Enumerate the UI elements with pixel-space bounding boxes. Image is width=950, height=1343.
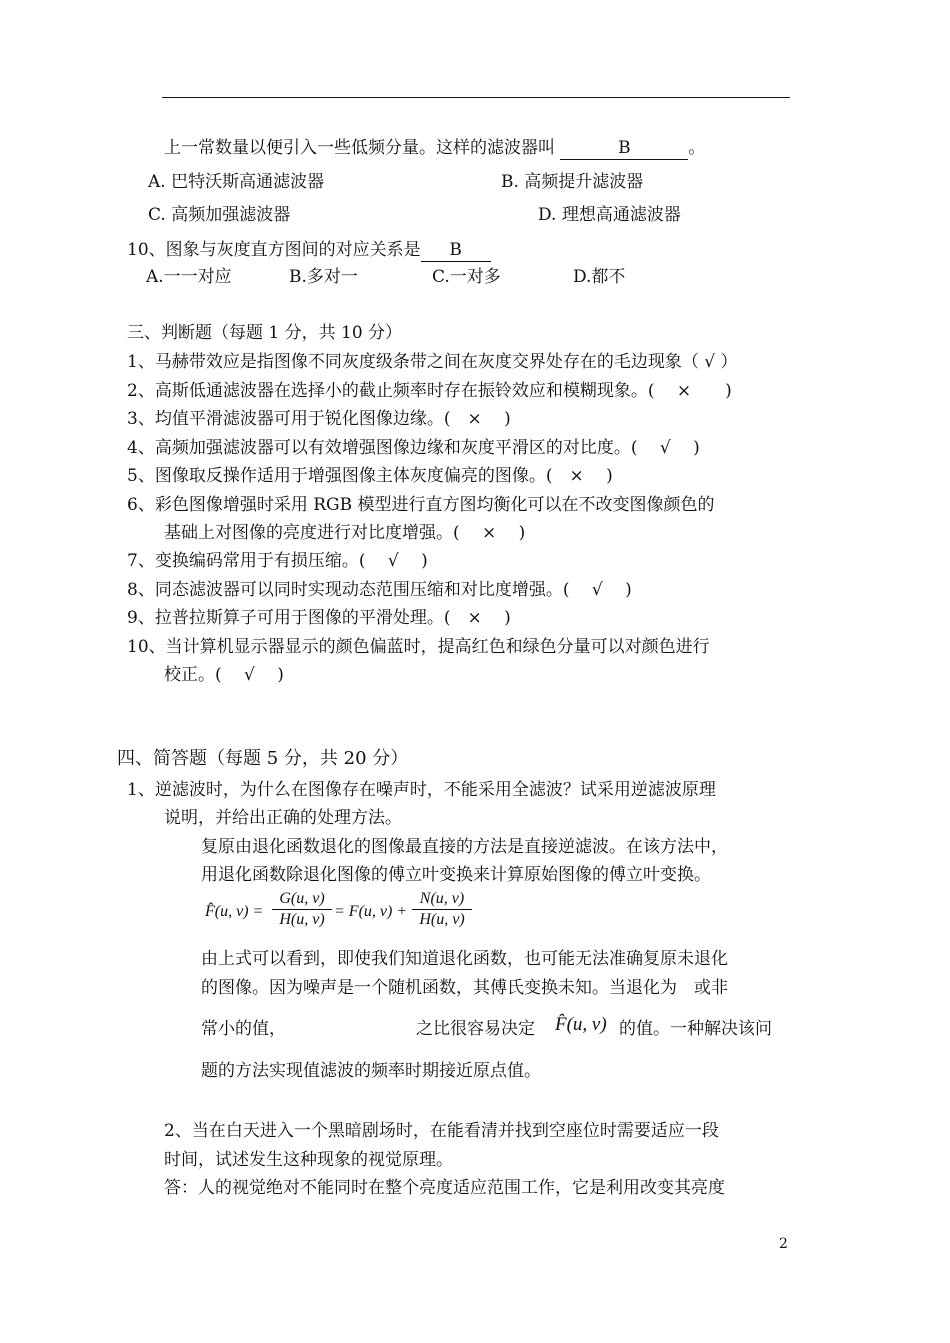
section4-title: 四、简答题（每题 5 分，共 20 分） <box>117 748 409 769</box>
tf-item-8: 8、同态滤波器可以同时实现动态范围压缩和对比度增强。( √ ) <box>127 580 632 600</box>
a1-line-5c: 的值。一种解决该问 <box>619 1019 772 1039</box>
formula-den-2: H(u, v) <box>419 911 465 928</box>
header-rule <box>162 97 790 98</box>
a1-line-6: 题的方法实现值滤波的频率时期接近原点值。 <box>201 1061 541 1081</box>
q10-option-d: D.都不 <box>573 267 626 287</box>
tf-item-5: 5、图像取反操作适用于增强图像主体灰度偏亮的图像。( × ) <box>127 466 613 486</box>
section3-title: 三、判断题（每题 1 分，共 10 分） <box>127 323 403 343</box>
formula-den-1: H(u, v) <box>279 911 325 928</box>
tf-item-6: 6、彩色图像增强时采用 RGB 模型进行直方图均衡化可以在不改变图像颜色的 <box>127 495 715 515</box>
q2-line-2: 时间，试述发生这种现象的视觉原理。 <box>164 1150 453 1170</box>
formula-num-1: G(u, v) <box>279 890 325 907</box>
fraction-bar <box>412 909 472 910</box>
page-number: 2 <box>779 1236 788 1252</box>
formula-mid: = F(u, v) + <box>334 903 408 920</box>
tf-item-6-cont: 基础上对图像的亮度进行对比度增强。( × ) <box>164 523 526 543</box>
q2-line-1: 2、当在白天进入一个黑暗剧场时，在能看清并找到空座位时需要适应一段 <box>164 1121 719 1141</box>
q9-option-b: B. 高频提升滤波器 <box>501 172 644 192</box>
tf-item-1: 1、马赫带效应是指图像不同灰度级条带之间在灰度交界处存在的毛边现象（ √ ） <box>127 352 738 372</box>
q10-stem: 10、图象与灰度直方图间的对应关系是 B <box>127 239 491 262</box>
formula-fraction-2 <box>412 890 472 929</box>
tf-item-3: 3、均值平滑滤波器可用于锐化图像边缘。( × ) <box>127 409 511 429</box>
fraction-bar <box>272 909 332 910</box>
a1-line-5a: 常小的值， <box>201 1019 286 1039</box>
q10-option-b: B.多对一 <box>289 267 358 287</box>
a1-line-4: 的图像。因为噪声是一个随机函数，其傅氏变换未知。当退化为 或非 <box>201 978 728 998</box>
a1-line-3: 由上式可以看到，即使我们知道退化函数，也可能无法准确复原未退化 <box>201 949 728 969</box>
a1-line-1: 复原由退化函数退化的图像最直接的方法是直接逆滤波。在该方法中， <box>201 837 728 857</box>
formula-lhs: F̂(u, v) = <box>205 903 264 920</box>
q10-answer: B <box>421 239 491 262</box>
formula-fraction-1 <box>272 890 332 929</box>
q10-option-a: A.一一对应 <box>146 267 232 287</box>
q9-option-d: D. 理想高通滤波器 <box>538 205 681 225</box>
q9-answer: B <box>560 137 688 160</box>
tf-item-10-cont: 校正。( √ ) <box>164 665 284 685</box>
tf-item-10: 10、当计算机显示器显示的颜色偏蓝时，提高红色和绿色分量可以对颜色进行 <box>127 637 710 657</box>
tf-item-2: 2、高斯低通滤波器在选择小的截止频率时存在振铃效应和模糊现象。( × ) <box>127 381 732 401</box>
q9-stem: 上一常数量以便引入一些低频分量。这样的滤波器叫 B 。 <box>164 138 706 158</box>
formula-inline: F̂(u, v) <box>555 1014 607 1035</box>
q10-option-c: C.一对多 <box>432 267 501 287</box>
a1-line-5b: 之比很容易决定 <box>416 1019 535 1039</box>
tf-item-4: 4、高频加强滤波器可以有效增强图像边缘和灰度平滑区的对比度。( √ ) <box>127 438 700 458</box>
tf-item-9: 9、拉普拉斯算子可用于图像的平滑处理。( × ) <box>127 608 511 628</box>
tf-item-7: 7、变换编码常用于有损压缩。( √ ) <box>127 551 428 571</box>
q1-line-2: 说明，并给出正确的处理方法。 <box>164 808 402 828</box>
a2-line-1: 答：人的视觉绝对不能同时在整个亮度适应范围工作，它是利用改变其亮度 <box>164 1178 725 1198</box>
formula-num-2: N(u, v) <box>419 890 465 907</box>
a1-line-2: 用退化函数除退化图像的傅立叶变换来计算原始图像的傅立叶变换。 <box>201 865 711 885</box>
q1-line-1: 1、逆滤波时，为什么在图像存在噪声时，不能采用全滤波？试采用逆滤波原理 <box>127 780 716 800</box>
q9-option-a: A. 巴特沃斯高通滤波器 <box>148 172 325 192</box>
q9-option-c: C. 高频加强滤波器 <box>148 205 291 225</box>
